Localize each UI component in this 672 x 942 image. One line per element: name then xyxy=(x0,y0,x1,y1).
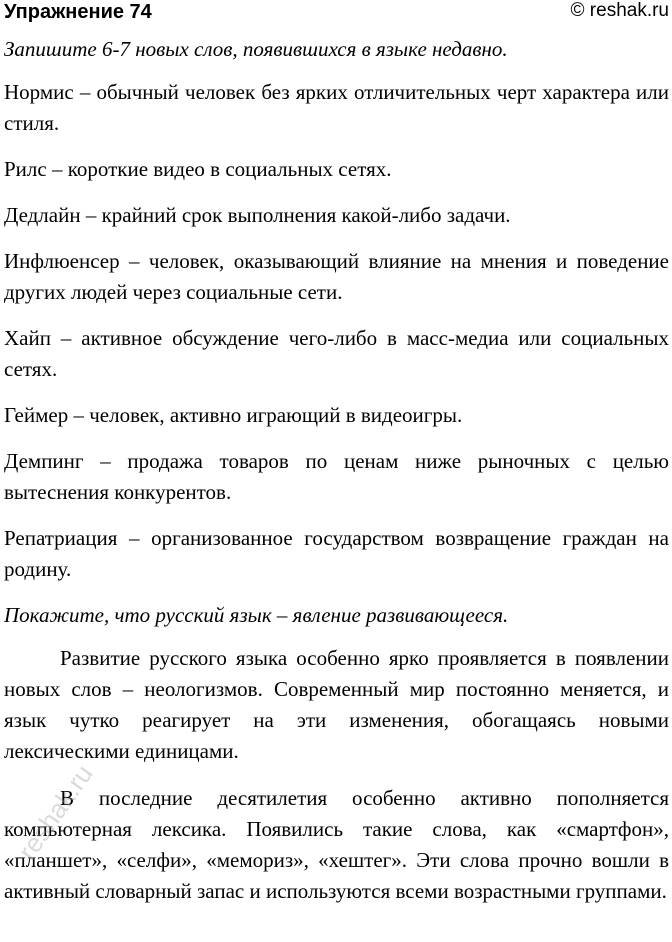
exercise-title: Упражнение 74 xyxy=(4,1,152,23)
definition-normis: Нормис – обычный человек без ярких отличительных черт характера или стиля. xyxy=(4,80,669,135)
site-brand: © reshak.ru xyxy=(570,0,669,21)
definition-gamer: Геймер – человек, активно играющий в видеоигры. xyxy=(4,403,463,427)
definition-hype: Хайп – активное обсуждение чего-либо в масс-медиа или социальных сетях. xyxy=(4,326,669,381)
watermark: reshak.ru xyxy=(12,759,99,866)
task-instruction-2: Покажите, что русский язык – явление развивающееся. xyxy=(4,603,509,627)
definition-influencer: Инфлюенсер – человек, оказывающий влияние на мнения и поведение других людей через социальные сети. xyxy=(4,249,669,304)
essay-paragraph-1: Развитие русского языка особенно ярко проявляется в появлении новых слов – неологизмов. Современный мир постоянно меняется, и язык чутко реагирует на эти изменения, обогащаясь новыми лексическими единицами. xyxy=(4,646,669,763)
page-header xyxy=(4,0,669,34)
task-instruction-1: Запишите 6-7 новых слов, появившихся в языке недавно. xyxy=(4,37,508,61)
definition-rils: Рилс – короткие видео в социальных сетях. xyxy=(4,157,392,181)
definition-dumping: Демпинг – продажа товаров по ценам ниже рыночных с целью вытеснения конкурентов. xyxy=(4,449,669,504)
definition-deadline: Дедлайн – крайний срок выполнения какой-либо задачи. xyxy=(4,203,511,227)
essay-paragraph-2: В последние десятилетия особенно активно пополняется компьютерная лексика. Появились такие слова, как «смартфон», «планшет», «селфи», «мемориз», «хештег». Эти слова прочно вошли в активный словарный запас и используются всеми возрастными группами. xyxy=(4,786,669,903)
definition-repatriation: Репатриация – организованное государством возвращение граждан на родину. xyxy=(4,526,669,581)
